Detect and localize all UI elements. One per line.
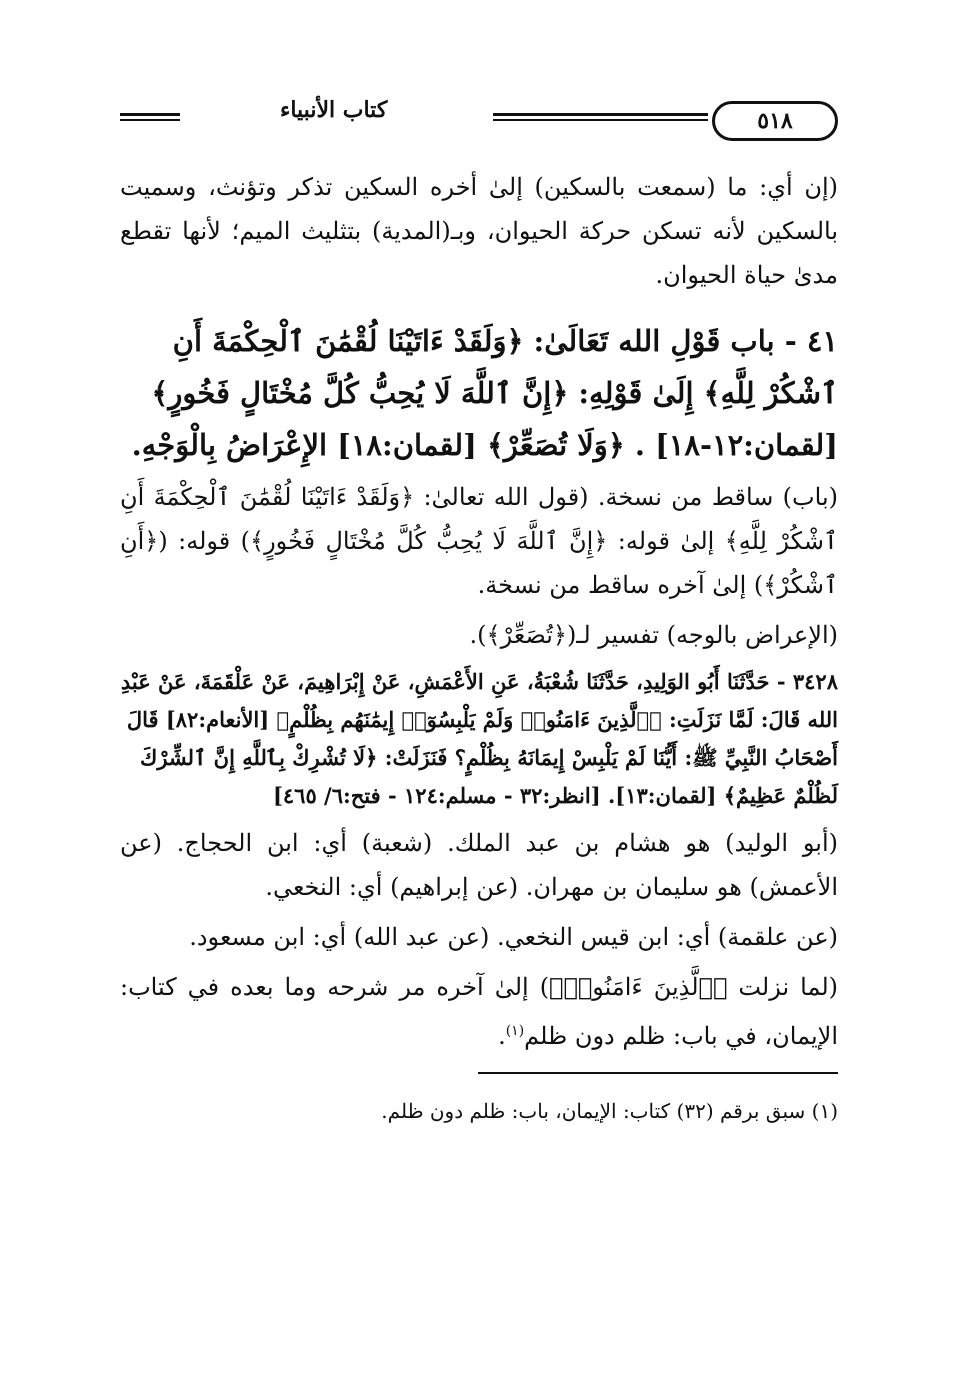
hadith-text: ٣٤٢٨ - حَدَّثَنَا أَبُو الوَلِيدِ، حَدَّثَنَا شُعْبَةُ، عَنِ الأَعْمَشِ، عَنْ إِبْرَاهِيمَ، عَنْ عَلْقَمَةَ، عَنْ عَبْدِ الله قَالَ: لَمَّا نَزَلَتِ: ﴿ٱلَّذِينَ ءَامَنُوا۟ وَلَمْ يَلْبِسُوٓا۟ إِيمَٰنَهُم بِظُلْمٍ﴾ [الأنعام:٨٢] قَالَ أَصْحَابُ النَّبِيِّ ﷺ: أَيُّنَا لَمْ يَلْبِسْ إِيمَانَهُ بِظُلْمٍ؟ فَنَزَلَتْ: ﴿لَا تُشْرِكْ بِٱللَّهِ إِنَّ ٱلشِّرْكَ لَظُلْمٌ عَظِيمٌ﴾ [لقمان:١٣]. [انظر:٣٢ - مسلم:١٢٤ - فتح:٦/ ٤٦٥] bbox=[120, 669, 838, 808]
commentary-paragraph: (أبو الوليد) هو هشام بن عبد الملك. (شعبة) أي: ابن الحجاج. (عن الأعمش) هو سليمان بن مهران. (عن إبراهيم) أي: النخعي. bbox=[120, 829, 838, 901]
paragraph-text: (لما نزلت ﴿ٱلَّذِينَ ءَامَنُوا۟﴾) إلىٰ آخره مر شرحه وما بعده في كتاب: الإيمان، في باب: ظلم دون ظلم bbox=[120, 973, 838, 1050]
commentary-paragraph: (إن أي: ما (سمعت بالسكين) إلىٰ أخره السكين تذكر وتؤنث، وسميت بالسكين لأنه تسكن حركة الحيوان، وبـ(المدية) بتثليث الميم؛ لأنها تقطع مدىٰ حياة الحيوان. bbox=[120, 173, 838, 289]
paragraph-end: . bbox=[498, 1022, 506, 1050]
footnote-ref[interactable]: (١) bbox=[505, 1023, 525, 1039]
header-rule bbox=[120, 113, 180, 116]
chapter-heading: ٤١ - باب قَوْلِ الله تَعَالَىٰ: ﴿وَلَقَدْ ءَاتَيْنَا لُقْمَٰنَ ٱلْحِكْمَةَ أَنِ ٱشْكُرْ لِلَّهِ﴾ إِلَىٰ قَوْلِهِ: ﴿إِنَّ ٱللَّهَ لَا يُحِبُّ كُلَّ مُخْتَالٍ فَخُورٍ﴾ [لقمان:١٢-١٨] . ﴿وَلَا تُصَعِّرْ﴾ [لقمان:١٨] الإِعْرَاضُ بِالْوَجْهِ. bbox=[131, 324, 838, 462]
header-rule bbox=[493, 113, 708, 116]
commentary-paragraph: (الإعراض بالوجه) تفسير لـ(﴿تُصَعِّرْ﴾). bbox=[469, 621, 838, 649]
page-body bbox=[120, 165, 838, 1148]
footnote: (١) سبق برقم (٣٢) كتاب: الإيمان، باب: ظلم دون ظلم. bbox=[381, 1099, 838, 1123]
commentary-paragraph: (باب) ساقط من نسخة. (قول الله تعالىٰ: ﴿وَلَقَدْ ءَاتَيْنَا لُقْمَٰنَ ٱلْحِكْمَةَ أَنِ ٱشْكُرْ لِلَّهِ﴾ إلىٰ قوله: ﴿إِنَّ ٱللَّهَ لَا يُحِبُّ كُلَّ مُخْتَالٍ فَخُورٍ﴾) قوله: (﴿أَنِ ٱشْكُرْ﴾) إلىٰ آخره ساقط من نسخة. bbox=[120, 483, 838, 599]
page-header bbox=[120, 95, 838, 145]
book-page bbox=[120, 95, 838, 1346]
book-title: كتاب الأنبياء bbox=[280, 97, 388, 123]
commentary-paragraph bbox=[120, 965, 838, 1058]
footnote-rule bbox=[478, 1072, 838, 1074]
header-rule bbox=[120, 119, 180, 121]
commentary-paragraph: (عن علقمة) أي: ابن قيس النخعي. (عن عبد الله) أي: ابن مسعود. bbox=[189, 923, 838, 951]
header-rule bbox=[493, 119, 708, 121]
page-number: ٥١٨ bbox=[712, 101, 838, 141]
